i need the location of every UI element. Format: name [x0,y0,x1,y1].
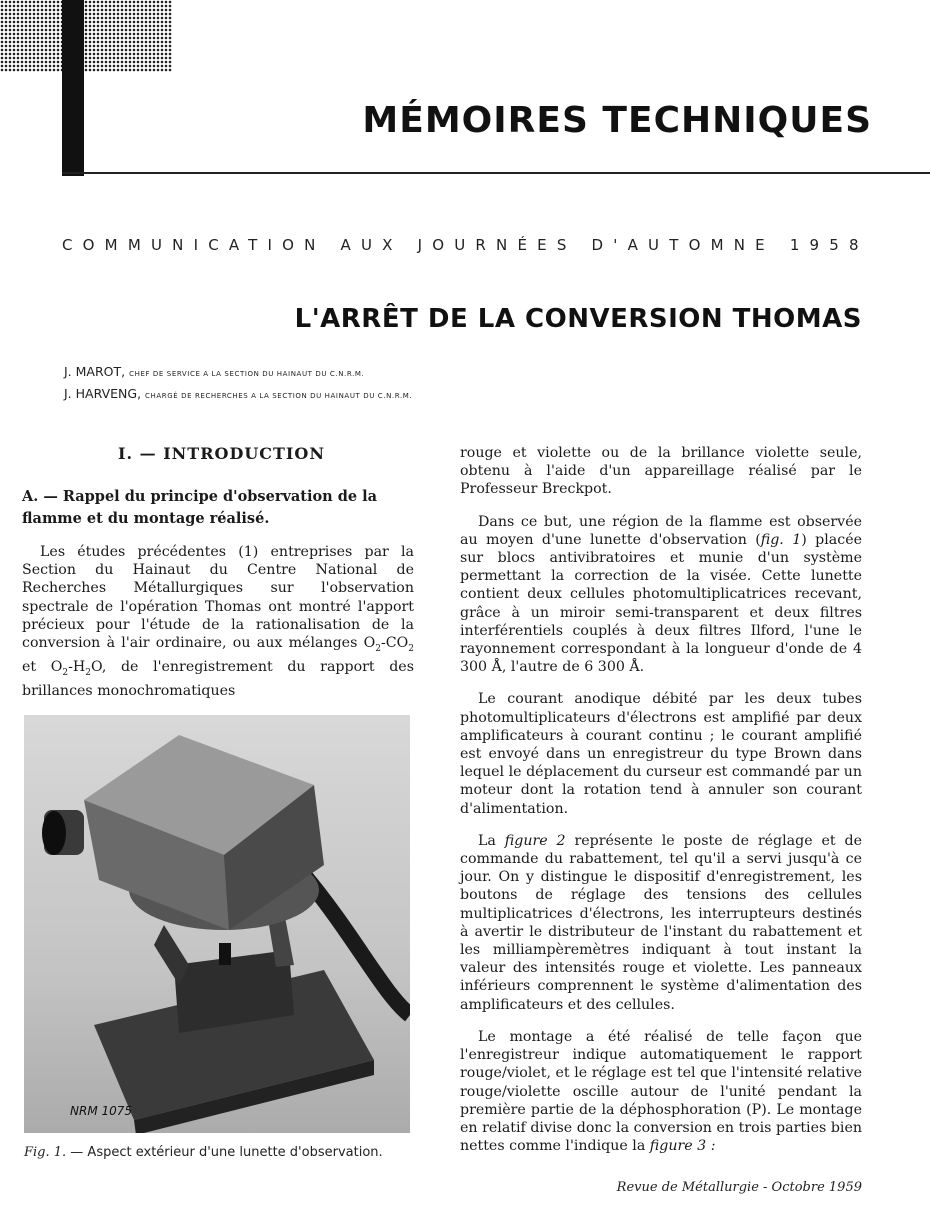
paragraph: Le montage a été réalisé de telle façon que l'enregistreur indique automatiquement le rapport rouge/violet, et le réglage est tel que l'intensité relative rouge/violette oscille autour de l'unité pendant la première partie de la déphosphoration (P). Le montage en relatif divise donc la conversion en trois parties bien nettes comme l'indique la figure 3 : [460,1028,862,1155]
author-role: CHARGÉ DE RECHERCHES A LA SECTION DU HAINAUT DU C.N.R.M. [145,392,413,400]
article-title: L'ARRÊT DE LA CONVERSION THOMAS [294,304,862,334]
header-rule [62,172,930,174]
section-heading: I. — INTRODUCTION [118,444,325,463]
author-line-2 [64,386,412,401]
paragraph: Le courant anodique débité par les deux tubes photomultiplicateurs d'électrons est amplifié par deux amplificateurs à courant continu ; le courant amplifié est envoyé dans un enregistreur du type Brown dans lequel le déplacement du curseur est commandé par un moteur dont la rotation tend à annuler son courant d'alimentation. [460,691,862,817]
figure-label: NRM 1075 [70,1104,133,1118]
left-column-text [22,543,414,714]
section-title: MÉMOIRES TECHNIQUES [362,100,872,141]
paragraph: rouge et violette ou de la brillance violette seule, obtenu à l'aide d'un appareillage réalisé par le Professeur Breckpot. [460,445,862,498]
communication-line: COMMUNICATION AUX JOURNÉES D'AUTOMNE 1958 [62,236,869,254]
subsection-heading: A. — Rappel du principe d'observation de la flamme et du montage réalisé. [22,488,378,527]
figure-photo [24,715,410,1133]
observation-telescope-image [24,715,410,1133]
paragraph: La figure 2 représente le poste de réglage et de commande du rabattement, tel qu'il a servi jusqu'à ce jour. On y distingue le dispositif d'enregistrement, les boutons de réglage des tensions des cellules multiplicatrices d'électrons, les interrupteurs destinés à avertir le distributeur de l'instant du rabattement et les milliampèremètres indiquant à tout instant la valeur des intensités rouge et violette. Les panneaux inférieurs comprennent le système d'alimentation des amplificateurs et des cellules. [460,832,862,1013]
right-column-text [460,444,862,1169]
paragraph: Les études précédentes (1) entreprises par la Section du Hainaut du Centre National de Recherches Métallurgiques sur l'observation spectrale de l'opération Thomas ont montré l'apport précieux pour l'étude de la rationalisation de la conversion à l'air ordinaire, ou aux mélanges $O_2-CO_2$ et $O_2-H_2O$, de l'enregistrement du rapport des brillances monochromatiques [22,544,414,700]
figure-caption: Fig. 1. — Aspect extérieur d'une lunette d'observation. [24,1145,383,1160]
header-vertical-bar [62,0,84,176]
paragraph: Dans ce but, une région de la flamme est observée au moyen d'une lunette d'observation (fig. 1) placée sur blocs antivibratoires et munie d'un système permettant la correction de la visée. Cette lunette contient deux cellules photomultiplicatrices recevant, grâce à un miroir semi-transparent et deux filtres interférentiels couplés à deux filtres Ilford, l'une le rayonnement correspondant à la longueur d'onde de 4 300 Å, l'autre de 6 300 Å. [460,513,862,676]
author-name: J. HARVENG, [64,386,142,401]
journal-footer: Revue de Métallurgie - Octobre 1959 [616,1180,862,1195]
author-name: J. MAROT, [64,364,126,379]
halftone-dot-pattern [0,0,172,72]
author-line-1 [64,364,364,379]
author-role: CHEF DE SERVICE A LA SECTION DU HAINAUT DU C.N.R.M. [129,370,365,378]
